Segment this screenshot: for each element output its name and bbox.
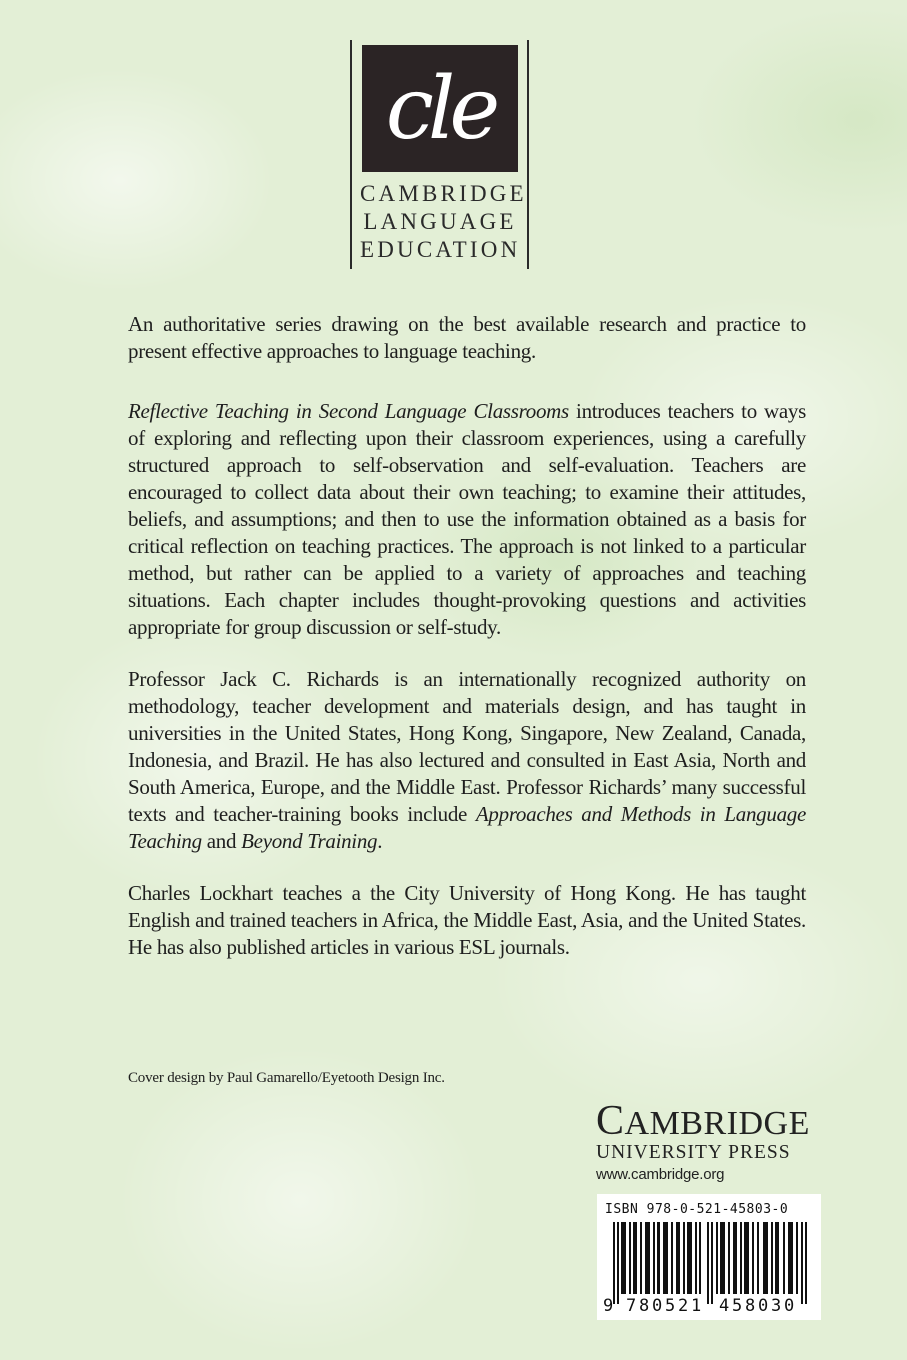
barcode-digit: 3: [771, 1296, 782, 1316]
logo-line-1: CAMBRIDGE: [360, 181, 527, 206]
logo-left-rule: [350, 40, 352, 269]
cover-credit: Cover design by Paul Gamarello/Eyetooth Design Inc.: [128, 1070, 445, 1086]
book-description: [128, 398, 806, 641]
logo-monogram-block: [362, 45, 518, 172]
publisher-logo: [596, 1098, 826, 1186]
barcode-digit: 9: [603, 1296, 614, 1316]
author-bio-lockhart: Charles Lockhart teaches a the City University of Hong Kong. He has taught English and trained teachers in Africa, the Middle East, Asia, and the United States. He has also published articles in various ESL journals.: [128, 881, 806, 959]
publisher-name: [596, 1098, 826, 1144]
barcode-digit: 8: [745, 1296, 756, 1316]
book-description-text: introduces teachers to ways of exploring and reflecting upon their classroom experiences, using a carefully structured approach to self-observation and self-evaluation. Teachers are encouraged to collect data about their own teaching; to examine their attitudes, beliefs, and assumptions; and then to use the information obtained as a basis for critical reflection on teaching practices. The approach is not linked to a particular method, but rather can be applied to a variety of approaches and teaching situations. Each chapter includes thought-provoking questions and activities appropriate for group discussion or self-study.: [128, 399, 806, 639]
publisher-subtitle: UNIVERSITY PRESS: [596, 1142, 791, 1163]
logo-wordmark: [360, 180, 527, 264]
author-bio-richards: [128, 666, 806, 855]
logo-monogram: cle: [385, 59, 495, 159]
bio-end: .: [377, 829, 383, 853]
barcode-digit: 0: [652, 1296, 663, 1316]
series-logo: [350, 40, 530, 270]
barcode-digit: 4: [719, 1296, 730, 1316]
barcode-digit: 5: [665, 1296, 676, 1316]
barcode-digit: 0: [784, 1296, 795, 1316]
logo-right-rule: [527, 40, 529, 269]
barcode-digit: 2: [678, 1296, 689, 1316]
barcode-digit: 1: [691, 1296, 702, 1316]
barcode-digit: 7: [626, 1296, 637, 1316]
bio-joiner: and: [201, 829, 242, 853]
logo-line-2: LANGUAGE: [363, 209, 517, 234]
logo-line-3: EDUCATION: [360, 237, 521, 262]
series-intro: An authoritative series drawing on the best available research and practice to present effective approaches to language teaching.: [128, 312, 806, 363]
publisher-name-initial: C: [596, 1098, 625, 1144]
isbn-barcode: [597, 1194, 821, 1320]
barcode-digit: 8: [639, 1296, 650, 1316]
barcode-digit: 5: [732, 1296, 743, 1316]
barcode-digit: 0: [758, 1296, 769, 1316]
richards-bio-text: Professor Jack C. Richards is an internationally recognized authority on methodology, teacher development and materials design, and has taught in universities in the United States, Hong Kong, Singapore, New Zealand, Canada, Indonesia, and Brazil. He has also lectured and consulted in East Asia, North and South America, Europe, and the Middle East. Professor Richards’ many successful texts and teacher-training books include: [128, 667, 806, 826]
book-title-approaches: Approaches and Methods in Language Teaching: [128, 802, 806, 853]
barcode-bars-icon: [613, 1222, 813, 1304]
publisher-name-rest: AMBRIDGE: [624, 1105, 810, 1142]
isbn-label: ISBN 978-0-521-45803-0: [605, 1202, 789, 1217]
book-title-beyond-training: Beyond Training: [241, 829, 378, 853]
publisher-url: www.cambridge.org: [596, 1166, 725, 1183]
blurb: [128, 311, 806, 986]
book-title: Reflective Teaching in Second Language Classrooms: [128, 399, 569, 423]
